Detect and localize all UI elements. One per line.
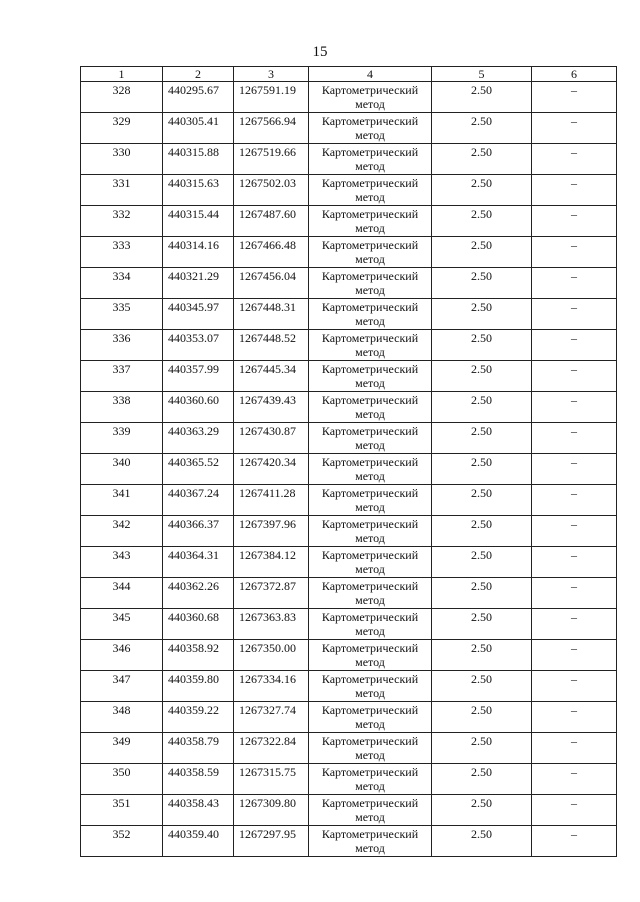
cell-accuracy: 2.50	[432, 392, 532, 423]
table-row	[81, 702, 617, 733]
cell-y-coordinate: 1267448.52	[234, 330, 309, 361]
cell-point-number: 340	[81, 454, 163, 485]
cell-y-coordinate: 1267372.87	[234, 578, 309, 609]
cell-method: Картометрический метод	[309, 826, 432, 857]
cell-point-number: 332	[81, 206, 163, 237]
cell-x-coordinate: 440315.88	[163, 144, 234, 175]
cell-accuracy: 2.50	[432, 516, 532, 547]
table-row	[81, 764, 617, 795]
cell-method: Картометрический метод	[309, 82, 432, 113]
cell-note: –	[532, 516, 617, 547]
table-row	[81, 113, 617, 144]
cell-point-number: 339	[81, 423, 163, 454]
table-row	[81, 516, 617, 547]
cell-point-number: 345	[81, 609, 163, 640]
cell-y-coordinate: 1267519.66	[234, 144, 309, 175]
cell-x-coordinate: 440314.16	[163, 237, 234, 268]
cell-note: –	[532, 392, 617, 423]
cell-accuracy: 2.50	[432, 764, 532, 795]
cell-note: –	[532, 144, 617, 175]
cell-y-coordinate: 1267466.48	[234, 237, 309, 268]
table-row	[81, 454, 617, 485]
cell-y-coordinate: 1267322.84	[234, 733, 309, 764]
cell-x-coordinate: 440305.41	[163, 113, 234, 144]
cell-accuracy: 2.50	[432, 330, 532, 361]
cell-accuracy: 2.50	[432, 361, 532, 392]
cell-x-coordinate: 440295.67	[163, 82, 234, 113]
cell-method: Картометрический метод	[309, 702, 432, 733]
cell-method: Картометрический метод	[309, 795, 432, 826]
cell-y-coordinate: 1267448.31	[234, 299, 309, 330]
cell-accuracy: 2.50	[432, 640, 532, 671]
cell-x-coordinate: 440358.43	[163, 795, 234, 826]
cell-method: Картометрический метод	[309, 237, 432, 268]
cell-point-number: 342	[81, 516, 163, 547]
cell-y-coordinate: 1267430.87	[234, 423, 309, 454]
cell-accuracy: 2.50	[432, 795, 532, 826]
cell-y-coordinate: 1267502.03	[234, 175, 309, 206]
table-row	[81, 485, 617, 516]
table-row	[81, 671, 617, 702]
page-number: 15	[312, 44, 328, 60]
cell-x-coordinate: 440360.68	[163, 609, 234, 640]
cell-x-coordinate: 440315.44	[163, 206, 234, 237]
cell-point-number: 352	[81, 826, 163, 857]
cell-note: –	[532, 795, 617, 826]
cell-accuracy: 2.50	[432, 144, 532, 175]
cell-method: Картометрический метод	[309, 640, 432, 671]
header-col-3: 3	[234, 67, 309, 82]
table-row	[81, 206, 617, 237]
cell-point-number: 329	[81, 113, 163, 144]
cell-method: Картометрический метод	[309, 423, 432, 454]
table-row	[81, 268, 617, 299]
cell-note: –	[532, 113, 617, 144]
cell-x-coordinate: 440359.22	[163, 702, 234, 733]
cell-point-number: 328	[81, 82, 163, 113]
header-col-2: 2	[163, 67, 234, 82]
cell-point-number: 347	[81, 671, 163, 702]
cell-point-number: 337	[81, 361, 163, 392]
cell-y-coordinate: 1267591.19	[234, 82, 309, 113]
cell-accuracy: 2.50	[432, 454, 532, 485]
table-row	[81, 392, 617, 423]
cell-note: –	[532, 175, 617, 206]
cell-x-coordinate: 440358.92	[163, 640, 234, 671]
cell-x-coordinate: 440360.60	[163, 392, 234, 423]
cell-note: –	[532, 454, 617, 485]
cell-method: Картометрический метод	[309, 330, 432, 361]
cell-y-coordinate: 1267315.75	[234, 764, 309, 795]
cell-method: Картометрический метод	[309, 113, 432, 144]
header-col-4: 4	[309, 67, 432, 82]
cell-note: –	[532, 826, 617, 857]
cell-point-number: 330	[81, 144, 163, 175]
cell-method: Картометрический метод	[309, 671, 432, 702]
cell-method: Картометрический метод	[309, 609, 432, 640]
cell-y-coordinate: 1267445.34	[234, 361, 309, 392]
cell-note: –	[532, 423, 617, 454]
cell-x-coordinate: 440366.37	[163, 516, 234, 547]
cell-method: Картометрический метод	[309, 764, 432, 795]
cell-y-coordinate: 1267411.28	[234, 485, 309, 516]
cell-x-coordinate: 440359.80	[163, 671, 234, 702]
cell-y-coordinate: 1267350.00	[234, 640, 309, 671]
cell-note: –	[532, 268, 617, 299]
cell-y-coordinate: 1267456.04	[234, 268, 309, 299]
cell-y-coordinate: 1267309.80	[234, 795, 309, 826]
coordinates-table	[80, 66, 617, 857]
cell-accuracy: 2.50	[432, 702, 532, 733]
cell-note: –	[532, 733, 617, 764]
cell-accuracy: 2.50	[432, 268, 532, 299]
cell-accuracy: 2.50	[432, 826, 532, 857]
cell-accuracy: 2.50	[432, 113, 532, 144]
cell-x-coordinate: 440357.99	[163, 361, 234, 392]
cell-note: –	[532, 764, 617, 795]
cell-x-coordinate: 440364.31	[163, 547, 234, 578]
table-row	[81, 299, 617, 330]
cell-method: Картометрический метод	[309, 206, 432, 237]
cell-x-coordinate: 440345.97	[163, 299, 234, 330]
cell-note: –	[532, 299, 617, 330]
cell-x-coordinate: 440365.52	[163, 454, 234, 485]
table-row	[81, 547, 617, 578]
cell-point-number: 350	[81, 764, 163, 795]
cell-point-number: 334	[81, 268, 163, 299]
table-row	[81, 423, 617, 454]
cell-method: Картометрический метод	[309, 733, 432, 764]
table-body	[81, 82, 617, 857]
cell-accuracy: 2.50	[432, 485, 532, 516]
cell-method: Картометрический метод	[309, 516, 432, 547]
table-row	[81, 640, 617, 671]
cell-method: Картометрический метод	[309, 578, 432, 609]
cell-accuracy: 2.50	[432, 237, 532, 268]
cell-note: –	[532, 237, 617, 268]
cell-point-number: 346	[81, 640, 163, 671]
cell-method: Картометрический метод	[309, 175, 432, 206]
cell-accuracy: 2.50	[432, 671, 532, 702]
cell-y-coordinate: 1267334.16	[234, 671, 309, 702]
cell-note: –	[532, 578, 617, 609]
table-row	[81, 733, 617, 764]
cell-y-coordinate: 1267566.94	[234, 113, 309, 144]
cell-accuracy: 2.50	[432, 423, 532, 454]
table-row	[81, 578, 617, 609]
cell-y-coordinate: 1267487.60	[234, 206, 309, 237]
cell-x-coordinate: 440367.24	[163, 485, 234, 516]
table-row	[81, 175, 617, 206]
cell-x-coordinate: 440358.59	[163, 764, 234, 795]
cell-accuracy: 2.50	[432, 206, 532, 237]
table-row	[81, 330, 617, 361]
table-row	[81, 237, 617, 268]
header-col-6: 6	[532, 67, 617, 82]
cell-accuracy: 2.50	[432, 82, 532, 113]
cell-point-number: 336	[81, 330, 163, 361]
header-col-5: 5	[432, 67, 532, 82]
table-row	[81, 144, 617, 175]
cell-y-coordinate: 1267384.12	[234, 547, 309, 578]
cell-accuracy: 2.50	[432, 547, 532, 578]
cell-method: Картометрический метод	[309, 392, 432, 423]
cell-note: –	[532, 671, 617, 702]
cell-point-number: 335	[81, 299, 163, 330]
cell-x-coordinate: 440359.40	[163, 826, 234, 857]
cell-point-number: 344	[81, 578, 163, 609]
cell-point-number: 333	[81, 237, 163, 268]
cell-method: Картометрический метод	[309, 268, 432, 299]
cell-y-coordinate: 1267439.43	[234, 392, 309, 423]
cell-point-number: 341	[81, 485, 163, 516]
cell-method: Картометрический метод	[309, 299, 432, 330]
cell-y-coordinate: 1267297.95	[234, 826, 309, 857]
table-row	[81, 609, 617, 640]
cell-point-number: 349	[81, 733, 163, 764]
cell-accuracy: 2.50	[432, 609, 532, 640]
cell-x-coordinate: 440362.26	[163, 578, 234, 609]
cell-x-coordinate: 440353.07	[163, 330, 234, 361]
cell-accuracy: 2.50	[432, 733, 532, 764]
header-col-1: 1	[81, 67, 163, 82]
table-header-row	[81, 67, 617, 82]
cell-point-number: 343	[81, 547, 163, 578]
cell-accuracy: 2.50	[432, 299, 532, 330]
cell-method: Картометрический метод	[309, 361, 432, 392]
cell-method: Картометрический метод	[309, 454, 432, 485]
cell-note: –	[532, 330, 617, 361]
cell-note: –	[532, 609, 617, 640]
cell-note: –	[532, 702, 617, 733]
cell-y-coordinate: 1267363.83	[234, 609, 309, 640]
cell-x-coordinate: 440321.29	[163, 268, 234, 299]
cell-y-coordinate: 1267327.74	[234, 702, 309, 733]
cell-note: –	[532, 82, 617, 113]
cell-point-number: 348	[81, 702, 163, 733]
table-row	[81, 361, 617, 392]
cell-note: –	[532, 485, 617, 516]
table-row	[81, 826, 617, 857]
cell-note: –	[532, 547, 617, 578]
table-row	[81, 82, 617, 113]
cell-method: Картометрический метод	[309, 144, 432, 175]
cell-point-number: 331	[81, 175, 163, 206]
cell-point-number: 338	[81, 392, 163, 423]
cell-note: –	[532, 361, 617, 392]
cell-accuracy: 2.50	[432, 175, 532, 206]
table-row	[81, 795, 617, 826]
cell-note: –	[532, 206, 617, 237]
cell-x-coordinate: 440358.79	[163, 733, 234, 764]
cell-method: Картометрический метод	[309, 547, 432, 578]
cell-note: –	[532, 640, 617, 671]
cell-point-number: 351	[81, 795, 163, 826]
cell-method: Картометрический метод	[309, 485, 432, 516]
cell-x-coordinate: 440315.63	[163, 175, 234, 206]
cell-y-coordinate: 1267420.34	[234, 454, 309, 485]
cell-x-coordinate: 440363.29	[163, 423, 234, 454]
cell-accuracy: 2.50	[432, 578, 532, 609]
cell-y-coordinate: 1267397.96	[234, 516, 309, 547]
